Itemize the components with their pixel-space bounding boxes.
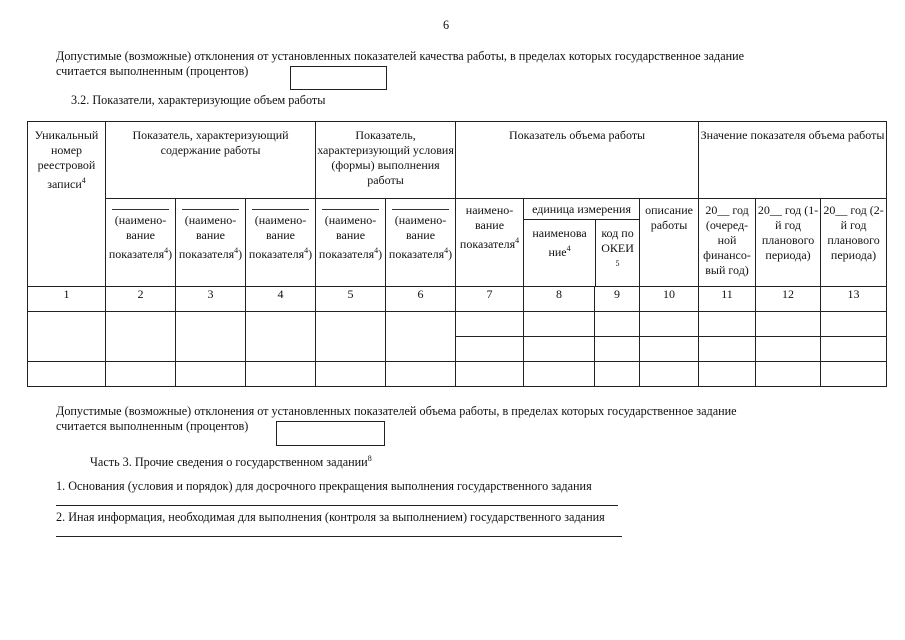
col-num: 3: [176, 287, 246, 312]
table-cell[interactable]: [699, 337, 756, 362]
header-volume-value: Значение показателя объема работы: [699, 122, 887, 199]
volume-deviation-line2: считается выполненным (процентов): [56, 419, 249, 433]
table-cell[interactable]: [640, 337, 699, 362]
table-cell[interactable]: [28, 362, 106, 387]
table-cell[interactable]: [386, 312, 456, 362]
table-cell[interactable]: [316, 362, 386, 387]
table-cell[interactable]: [699, 362, 756, 387]
page-number: 6: [443, 18, 450, 32]
subheader-year1: 20__ год (очеред-ной финансо-вый год): [699, 199, 756, 287]
work-volume-table: [27, 121, 887, 387]
col-num: 5: [316, 287, 386, 312]
col-num: 4: [246, 287, 316, 312]
table-cell[interactable]: [595, 312, 640, 337]
subheader-description: описание работы: [640, 199, 699, 287]
table-cell[interactable]: [106, 362, 176, 387]
table-cell[interactable]: [524, 312, 595, 337]
unit-code: код по ОКЕИ $^5$: [601, 226, 634, 268]
subheader-name-2: (наимено-вание показателя$^4$): [106, 199, 176, 287]
quality-deviation-line1: Допустимые (возможные) отклонения от установленных показателей качества работы, в пределах которых государственное задание: [56, 49, 745, 63]
table-cell[interactable]: [456, 362, 524, 387]
subheader-unit: [524, 199, 640, 287]
header-unique-number: Уникальный номер реестровой записи$^4$: [28, 122, 106, 287]
table-cell[interactable]: [756, 312, 821, 337]
table-cell[interactable]: [756, 337, 821, 362]
item1-text: 1. Основания (условия и порядок) для досрочного прекращения выполнения государственного задания: [56, 479, 592, 493]
table-cell[interactable]: [316, 312, 386, 362]
header-content-indicator: Показатель, характеризующий содержание работы: [106, 122, 316, 199]
col-num: 12: [756, 287, 821, 312]
volume-deviation-input[interactable]: [276, 421, 385, 446]
table-cell[interactable]: [640, 362, 699, 387]
item2-underline: [56, 536, 622, 537]
table-cell[interactable]: [524, 362, 595, 387]
col-num: 1: [28, 287, 106, 312]
table-cell[interactable]: [386, 362, 456, 387]
quality-deviation-line2: считается выполненным (процентов): [56, 64, 249, 78]
table-row: [28, 312, 887, 337]
table-cell[interactable]: [595, 337, 640, 362]
part3-title: Часть 3. Прочие сведения о государственном задании$^8$: [90, 454, 372, 470]
table-cell[interactable]: [456, 337, 524, 362]
section-title: 3.2. Показатели, характеризующие объем работы: [71, 93, 326, 107]
col-num: 11: [699, 287, 756, 312]
subheader-name-5: (наимено-вание показателя$^4$): [316, 199, 386, 287]
table-cell[interactable]: [456, 312, 524, 337]
table-cell[interactable]: [821, 312, 887, 337]
header-volume-indicator: Показатель объема работы: [456, 122, 699, 199]
table-cell[interactable]: [595, 362, 640, 387]
item1-underline: [56, 505, 618, 506]
table-cell[interactable]: [821, 362, 887, 387]
col-num: 10: [640, 287, 699, 312]
col-num: 9: [595, 287, 640, 312]
column-numbers-row: [28, 287, 887, 312]
unit-name: наименова ние$^4$: [524, 220, 596, 286]
subheader-name-4: (наимено-вание показателя$^4$): [246, 199, 316, 287]
table-cell[interactable]: [176, 312, 246, 362]
col-num: 7: [456, 287, 524, 312]
col-num: 2: [106, 287, 176, 312]
col-num: 8: [524, 287, 595, 312]
subheader-year2: 20__ год (1-й год планового периода): [756, 199, 821, 287]
header-conditions-indicator: Показатель, характеризующий условия (формы) выполнения работы: [316, 122, 456, 199]
table-cell[interactable]: [699, 312, 756, 337]
item2-text: 2. Иная информация, необходимая для выполнения (контроля за выполнением) государственного задания: [56, 510, 605, 524]
table-cell[interactable]: [524, 337, 595, 362]
table-cell[interactable]: [176, 362, 246, 387]
volume-deviation-line1: Допустимые (возможные) отклонения от установленных показателей объема работы, в пределах которых государственное задание: [56, 404, 737, 418]
col-num: 13: [821, 287, 887, 312]
table-cell[interactable]: [246, 362, 316, 387]
table-cell[interactable]: [640, 312, 699, 337]
table-row: [28, 362, 887, 387]
subheader-name-6: (наимено-вание показателя$^4$): [386, 199, 456, 287]
table-cell[interactable]: [246, 312, 316, 362]
table-cell[interactable]: [106, 312, 176, 362]
subheader-year3: 20__ год (2-й год планового периода): [821, 199, 887, 287]
subheader-volume-name: наимено-вание показателя$^4$: [456, 199, 524, 287]
table-cell[interactable]: [28, 312, 106, 362]
table-cell[interactable]: [821, 337, 887, 362]
table-cell[interactable]: [756, 362, 821, 387]
unit-label: единица измерения: [524, 199, 639, 220]
subheader-name-3: (наимено-вание показателя$^4$): [176, 199, 246, 287]
col-num: 6: [386, 287, 456, 312]
quality-deviation-input[interactable]: [290, 66, 387, 90]
